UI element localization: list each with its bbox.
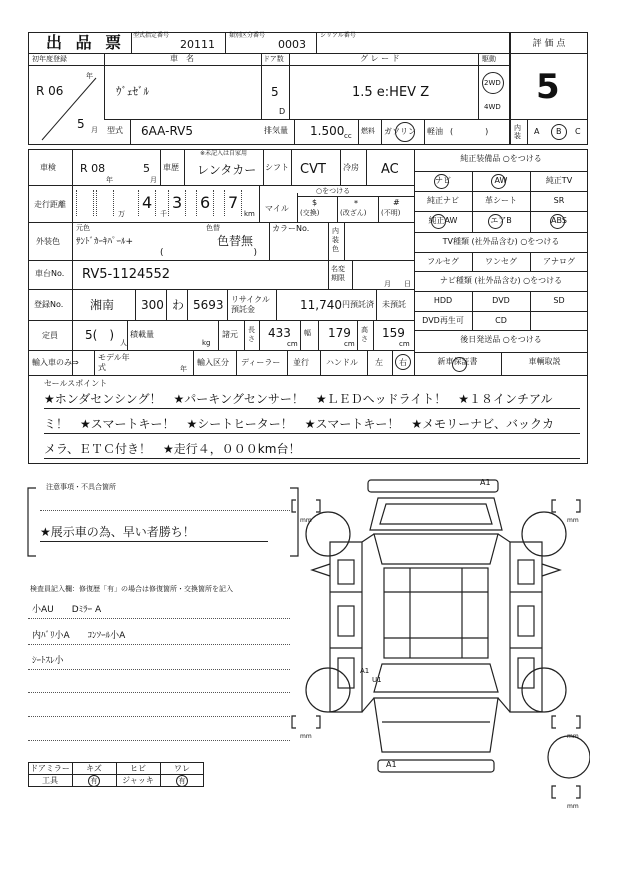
form-title: 出 品 票 — [46, 33, 126, 52]
caution-bracket — [26, 482, 302, 562]
displacement-value: 1.500 — [310, 124, 345, 138]
inspector-line-3: ｼｰﾄｽﾚ小 — [32, 656, 64, 666]
mm-front-left: mm — [300, 517, 312, 524]
circle-abs — [550, 214, 565, 229]
equip-navi1-2: SD — [553, 296, 565, 305]
chassis-label: 車台No. — [35, 269, 65, 278]
name-change-day: 日 — [404, 280, 411, 288]
ac-value: AC — [381, 162, 399, 177]
width-value: 179 — [328, 326, 351, 340]
ac-label: 冷房 — [343, 163, 359, 172]
recycle-unpaid: 未預託 — [382, 300, 406, 309]
meter-unknown-note: (不明) — [381, 209, 401, 217]
capacity-value: 5( ) — [85, 328, 114, 342]
interior-b: B — [556, 127, 562, 136]
inspector-line-2: 内ﾊﾞﾘ小A ｺﾝｿｰﾙ小A — [32, 631, 126, 641]
mileage-digit-cell — [96, 190, 114, 216]
color-change-value: 色替無 — [217, 234, 254, 248]
equip-tv-0: フルセグ — [427, 257, 459, 266]
history-label: 車歴 — [163, 163, 179, 172]
mileage-label: 走行距離 — [34, 200, 66, 209]
mileage-digit: 6 — [200, 193, 211, 212]
equip-row2-2: SR — [553, 196, 565, 205]
import-parallel: 並行 — [293, 358, 309, 367]
fuel-gasoline-circle — [395, 122, 415, 142]
height-value: 159 — [382, 326, 405, 340]
table-tool-value: 有 — [90, 777, 98, 785]
grade-value: 1.5 e:HEV Z — [352, 85, 430, 100]
plate-class: 300 — [141, 298, 164, 312]
mm-rear-right: mm — [567, 733, 579, 740]
inspection-year: R 08 — [80, 162, 106, 175]
equip-tv-2: アナログ — [543, 257, 575, 266]
door-type: D — [279, 107, 286, 116]
mileage-digit: 4 — [142, 193, 153, 212]
fuel-other: ( ) — [450, 127, 489, 136]
interior-b-circle — [551, 124, 567, 140]
sales-line-1: ★ホンダセンシング！ ★パーキングセンサー！ ★ＬＥＤヘッドライト！ ★１８インチアル — [44, 393, 580, 409]
designation-label: 型式指定番号 — [133, 32, 170, 39]
mm-spare: mm — [567, 803, 579, 810]
equip-navi2-0: DVD再生可 — [422, 316, 464, 325]
handle-right: 右 — [399, 358, 407, 367]
side-mark-u1: U1 — [372, 676, 382, 684]
equip-row3-1: エアB — [490, 216, 512, 225]
meter-exchange-note: (交換) — [300, 209, 320, 217]
sales-line-2: ミ！ ★スマートキー！ ★シートヒーター！ ★スマートキー！ ★メモリーナビ、バックカ — [44, 418, 580, 434]
sales-point-label: セールスポイント — [44, 379, 108, 388]
fuel-label: 燃料 — [361, 127, 375, 135]
name-change-month: 月 — [384, 280, 391, 288]
grade-label: グ レ ー ド — [360, 54, 400, 63]
length-value: 433 — [268, 326, 291, 340]
mm-front-right: mm — [567, 517, 579, 524]
name-label: 車 名 — [170, 54, 194, 63]
equip-title-navi_title: ナビ種類 (社外品含む) ○をつける — [439, 276, 563, 285]
mm-rear-left: mm — [300, 733, 312, 740]
equip-navi1-1: DVD — [492, 296, 510, 305]
mileage-digit-cell — [76, 190, 94, 216]
table-header-break: ワレ — [174, 764, 190, 773]
length-label: 長さ — [248, 326, 255, 343]
score-header-label: 評 価 点 — [532, 39, 566, 49]
circle-airbag — [488, 214, 503, 229]
month-suffix: 月 — [91, 126, 98, 134]
sales-line-3: メラ、ＥＴＣ付き！ ★走行４，０００km台！ — [44, 443, 580, 459]
handle-label: ハンドル — [326, 358, 358, 367]
meter-tamper-note: (改ざん) — [340, 209, 367, 217]
model-label: 型式 — [107, 126, 123, 135]
drive-4wd: 4WD — [484, 103, 501, 111]
original-color-value: ｻﾝﾄﾞｶｰｷﾊﾟｰﾙ+ — [76, 237, 134, 247]
height-unit: cm — [399, 340, 410, 348]
length-unit: cm — [287, 340, 298, 348]
history-value: レンタカー — [197, 163, 257, 177]
table-jack-value: 有 — [178, 777, 186, 785]
capacity-label: 定員 — [42, 331, 58, 340]
cc-unit: cc — [344, 132, 352, 140]
meter-exchange: $ — [312, 198, 318, 207]
plate-area: 湘南 — [90, 298, 115, 312]
shift-label: シフト — [265, 163, 289, 172]
jack-value-circle — [176, 775, 188, 787]
equip-row1-0: ナビ — [435, 176, 451, 185]
interior-label: 内装 — [514, 124, 521, 140]
recycle-unit: 円預託済 — [342, 300, 374, 309]
mileage-digit: 7 — [228, 193, 239, 212]
capacity-unit: 人 — [120, 339, 127, 347]
import-type-label: 輸入区分 — [197, 358, 229, 367]
height-label: 高さ — [361, 326, 368, 343]
inspection-year-suffix: 年 — [106, 176, 113, 184]
equip-tv-1: ワンセグ — [485, 257, 517, 266]
width-unit: cm — [344, 340, 355, 348]
model-year-label: モデル年式 — [98, 353, 130, 372]
equip-row3-2: ABS — [551, 216, 567, 225]
chassis-value: RV5-1124552 — [82, 267, 171, 282]
interior-color-label: 内装色 — [332, 227, 339, 253]
designation-number: 20111 — [180, 38, 215, 51]
table-header-mirror: ドアミラー — [30, 764, 70, 773]
man-unit: 万 — [118, 210, 125, 218]
mile-label: マイル — [265, 204, 289, 213]
name-change-label: 名変期限 — [331, 265, 345, 282]
first-reg-year: R 06 — [36, 84, 64, 98]
interior-c: C — [575, 127, 581, 136]
side-mark-a1: A1 — [360, 667, 370, 675]
equip-row1-1: AW — [494, 176, 508, 185]
equip-title-later_title: 後日発送品 ○をつける — [460, 335, 542, 344]
interior-a: A — [534, 127, 540, 136]
history-note: ※未記入は自家用 — [200, 150, 248, 157]
original-color-label: 元色 — [76, 224, 90, 232]
equip-later-0: 新車保証書 — [437, 357, 478, 366]
size-label: 諸元 — [222, 330, 238, 339]
category-number: 0003 — [278, 38, 306, 51]
tool-value-circle — [88, 775, 100, 787]
sen-unit: 千 — [160, 210, 167, 218]
caution-text: ★展示車の為、早い者勝ち！ — [40, 525, 195, 539]
serial-label: シリアル番号 — [320, 32, 356, 39]
category-label: 類別区分番号 — [229, 32, 266, 39]
color-paren: ( ) — [160, 248, 258, 258]
shift-value: CVT — [300, 162, 326, 177]
equip-title-oem_title: 純正装備品 ○をつける — [460, 154, 542, 163]
model-year-unit: 年 — [180, 365, 187, 373]
meter-unknown: # — [393, 198, 400, 207]
load-unit: kg — [202, 339, 211, 347]
import-dealer: ディーラー — [241, 358, 281, 367]
meter-tamper: * — [354, 199, 358, 208]
equip-row1-2: 純正TV — [545, 176, 573, 185]
year-suffix: 年 — [86, 72, 93, 80]
color-label: 外装色 — [36, 237, 60, 246]
table-header-scratch: キズ — [86, 764, 102, 773]
fuel-diesel: 軽油 — [427, 127, 443, 136]
car-name: ｳﾞｪｾﾞﾙ — [116, 85, 149, 98]
equip-row2-0: 純正ナビ — [427, 196, 459, 205]
fuel-gasoline: ガソリン — [384, 127, 416, 136]
score-value: 5 — [536, 67, 560, 107]
door-count: 5 — [271, 85, 279, 99]
equip-row2-1: 革シート — [485, 196, 517, 205]
equip-row3-0: 純正AW — [428, 216, 458, 225]
handle-left: 左 — [375, 358, 383, 367]
table-header-crack: ヒビ — [130, 764, 146, 773]
doors-label: ドア数 — [263, 55, 284, 63]
inspector-label: 検査員記入欄：修復歴「有」の場合は修復箇所・交換箇所を記入 — [30, 585, 233, 593]
table-jack-label: ジャッキ — [122, 776, 154, 785]
car-diagram — [290, 472, 590, 802]
recycle-amount: 11,740 — [300, 298, 342, 312]
front-bumper-mark: A1 — [480, 478, 491, 487]
circle-oem-aw — [431, 214, 446, 229]
equip-title-tv_title: TV種類 (社外品含む) ○をつける — [442, 237, 560, 246]
km-unit: km — [244, 210, 255, 218]
drive-label: 駆動 — [482, 55, 496, 63]
import-label: 輸入車のみ⇒ — [32, 358, 79, 367]
meter-note: ○をつける — [316, 187, 351, 195]
model-value: 6AA-RV5 — [141, 124, 193, 138]
handle-right-circle — [395, 354, 411, 370]
first-reg-slash — [30, 66, 104, 146]
inspection-month-suffix: 月 — [150, 176, 157, 184]
color-change-label: 色替 — [206, 224, 220, 232]
inspection-month: 5 — [143, 162, 150, 175]
inspector-line-1: 小AU Dﾐﾗｰ A — [32, 605, 102, 615]
plate-kana: わ — [172, 298, 185, 312]
mileage-digit: 3 — [172, 193, 183, 212]
caution-label: 注意事項・不具合箇所 — [46, 483, 116, 491]
circle-warranty — [452, 357, 467, 372]
table-tool-label: 工具 — [42, 776, 58, 785]
displacement-label: 排気量 — [264, 126, 288, 135]
rear-bumper-mark: A1 — [386, 760, 397, 769]
first-reg-month: 5 — [77, 117, 85, 131]
drive-2wd: 2WD — [484, 79, 501, 87]
equip-navi1-0: HDD — [433, 296, 453, 305]
recycle-label: リサイクル預託金 — [231, 295, 270, 314]
inspection-label: 車検 — [40, 163, 56, 172]
color-no-label: カラーNo. — [272, 224, 310, 233]
equip-later-1: 車輌取説 — [528, 357, 561, 366]
equip-navi2-1: CD — [495, 316, 507, 325]
plate-label: 登録No. — [34, 300, 64, 309]
first-reg-label: 初年度登録 — [32, 55, 67, 63]
circle-aw — [491, 174, 506, 189]
width-label: 幅 — [304, 329, 311, 337]
plate-number: 5693 — [193, 298, 224, 312]
load-label: 積載量 — [130, 330, 154, 339]
circle-navi — [434, 174, 449, 189]
